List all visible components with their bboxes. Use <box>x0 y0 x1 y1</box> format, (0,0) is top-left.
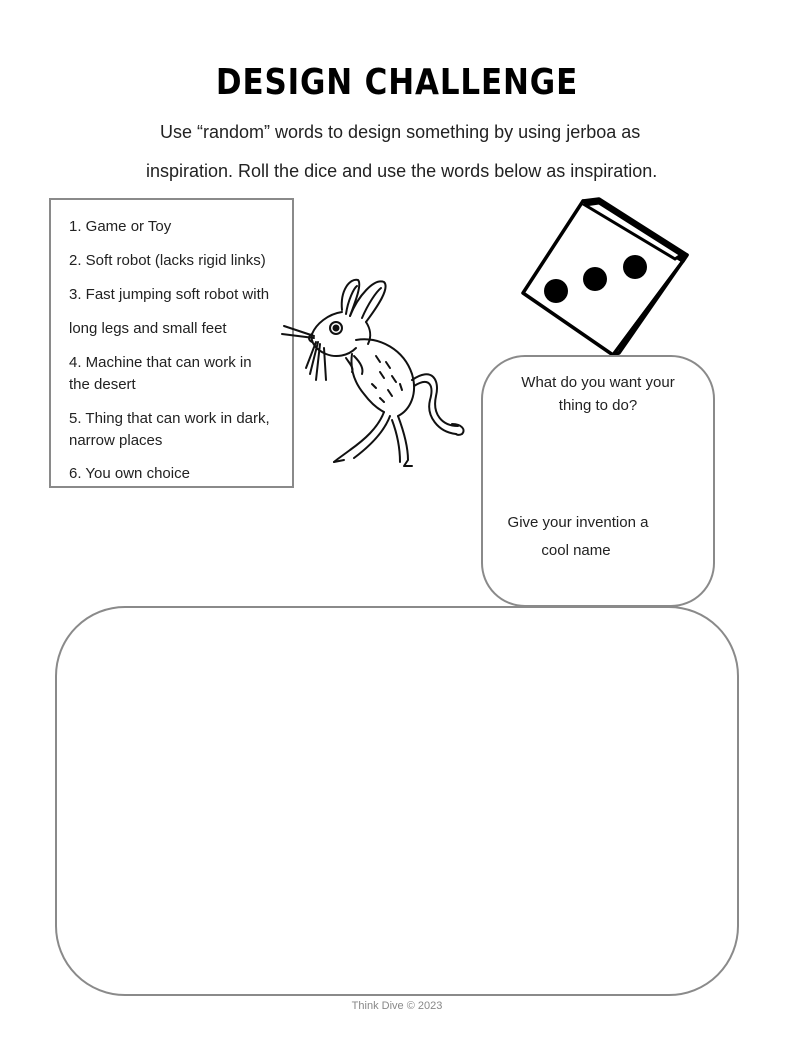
name-prompt-line-1: Give your invention a <box>507 514 649 531</box>
choice-item-2: 2. Soft robot (lacks rigid links) <box>69 252 266 269</box>
footer-copyright: Think Dive © 2023 <box>351 1000 443 1012</box>
question-box <box>481 355 715 607</box>
dice-icon <box>515 195 695 365</box>
choice-item-6: 6. You own choice <box>69 465 190 482</box>
choice-item-5-line-2: narrow places <box>69 432 163 449</box>
drawing-area[interactable] <box>55 606 739 996</box>
intro-line-1: Use “random” words to design something by using jerboa as <box>160 122 641 142</box>
choice-item-4-line-2: the desert <box>69 376 136 393</box>
question-line-1: What do you want your <box>521 374 675 391</box>
choice-item-3-line-1: 3. Fast jumping soft robot with <box>69 286 270 303</box>
choice-item-5-line-1: 5. Thing that can work in dark, <box>69 410 270 427</box>
choice-item-3-line-2: long legs and small feet <box>69 320 227 337</box>
page-title: DESIGN CHALLENGE <box>215 62 579 103</box>
choice-item-1: 1. Game or Toy <box>69 218 172 235</box>
choice-item-4-line-1: 4. Machine that can work in <box>69 354 252 371</box>
name-prompt-line-2: cool name <box>541 542 611 559</box>
intro-line-2: inspiration. Roll the dice and use the words below as inspiration. <box>146 161 658 181</box>
question-line-2: thing to do? <box>558 397 638 414</box>
jerboa-illustration <box>280 270 470 470</box>
choices-list-box <box>49 198 294 488</box>
